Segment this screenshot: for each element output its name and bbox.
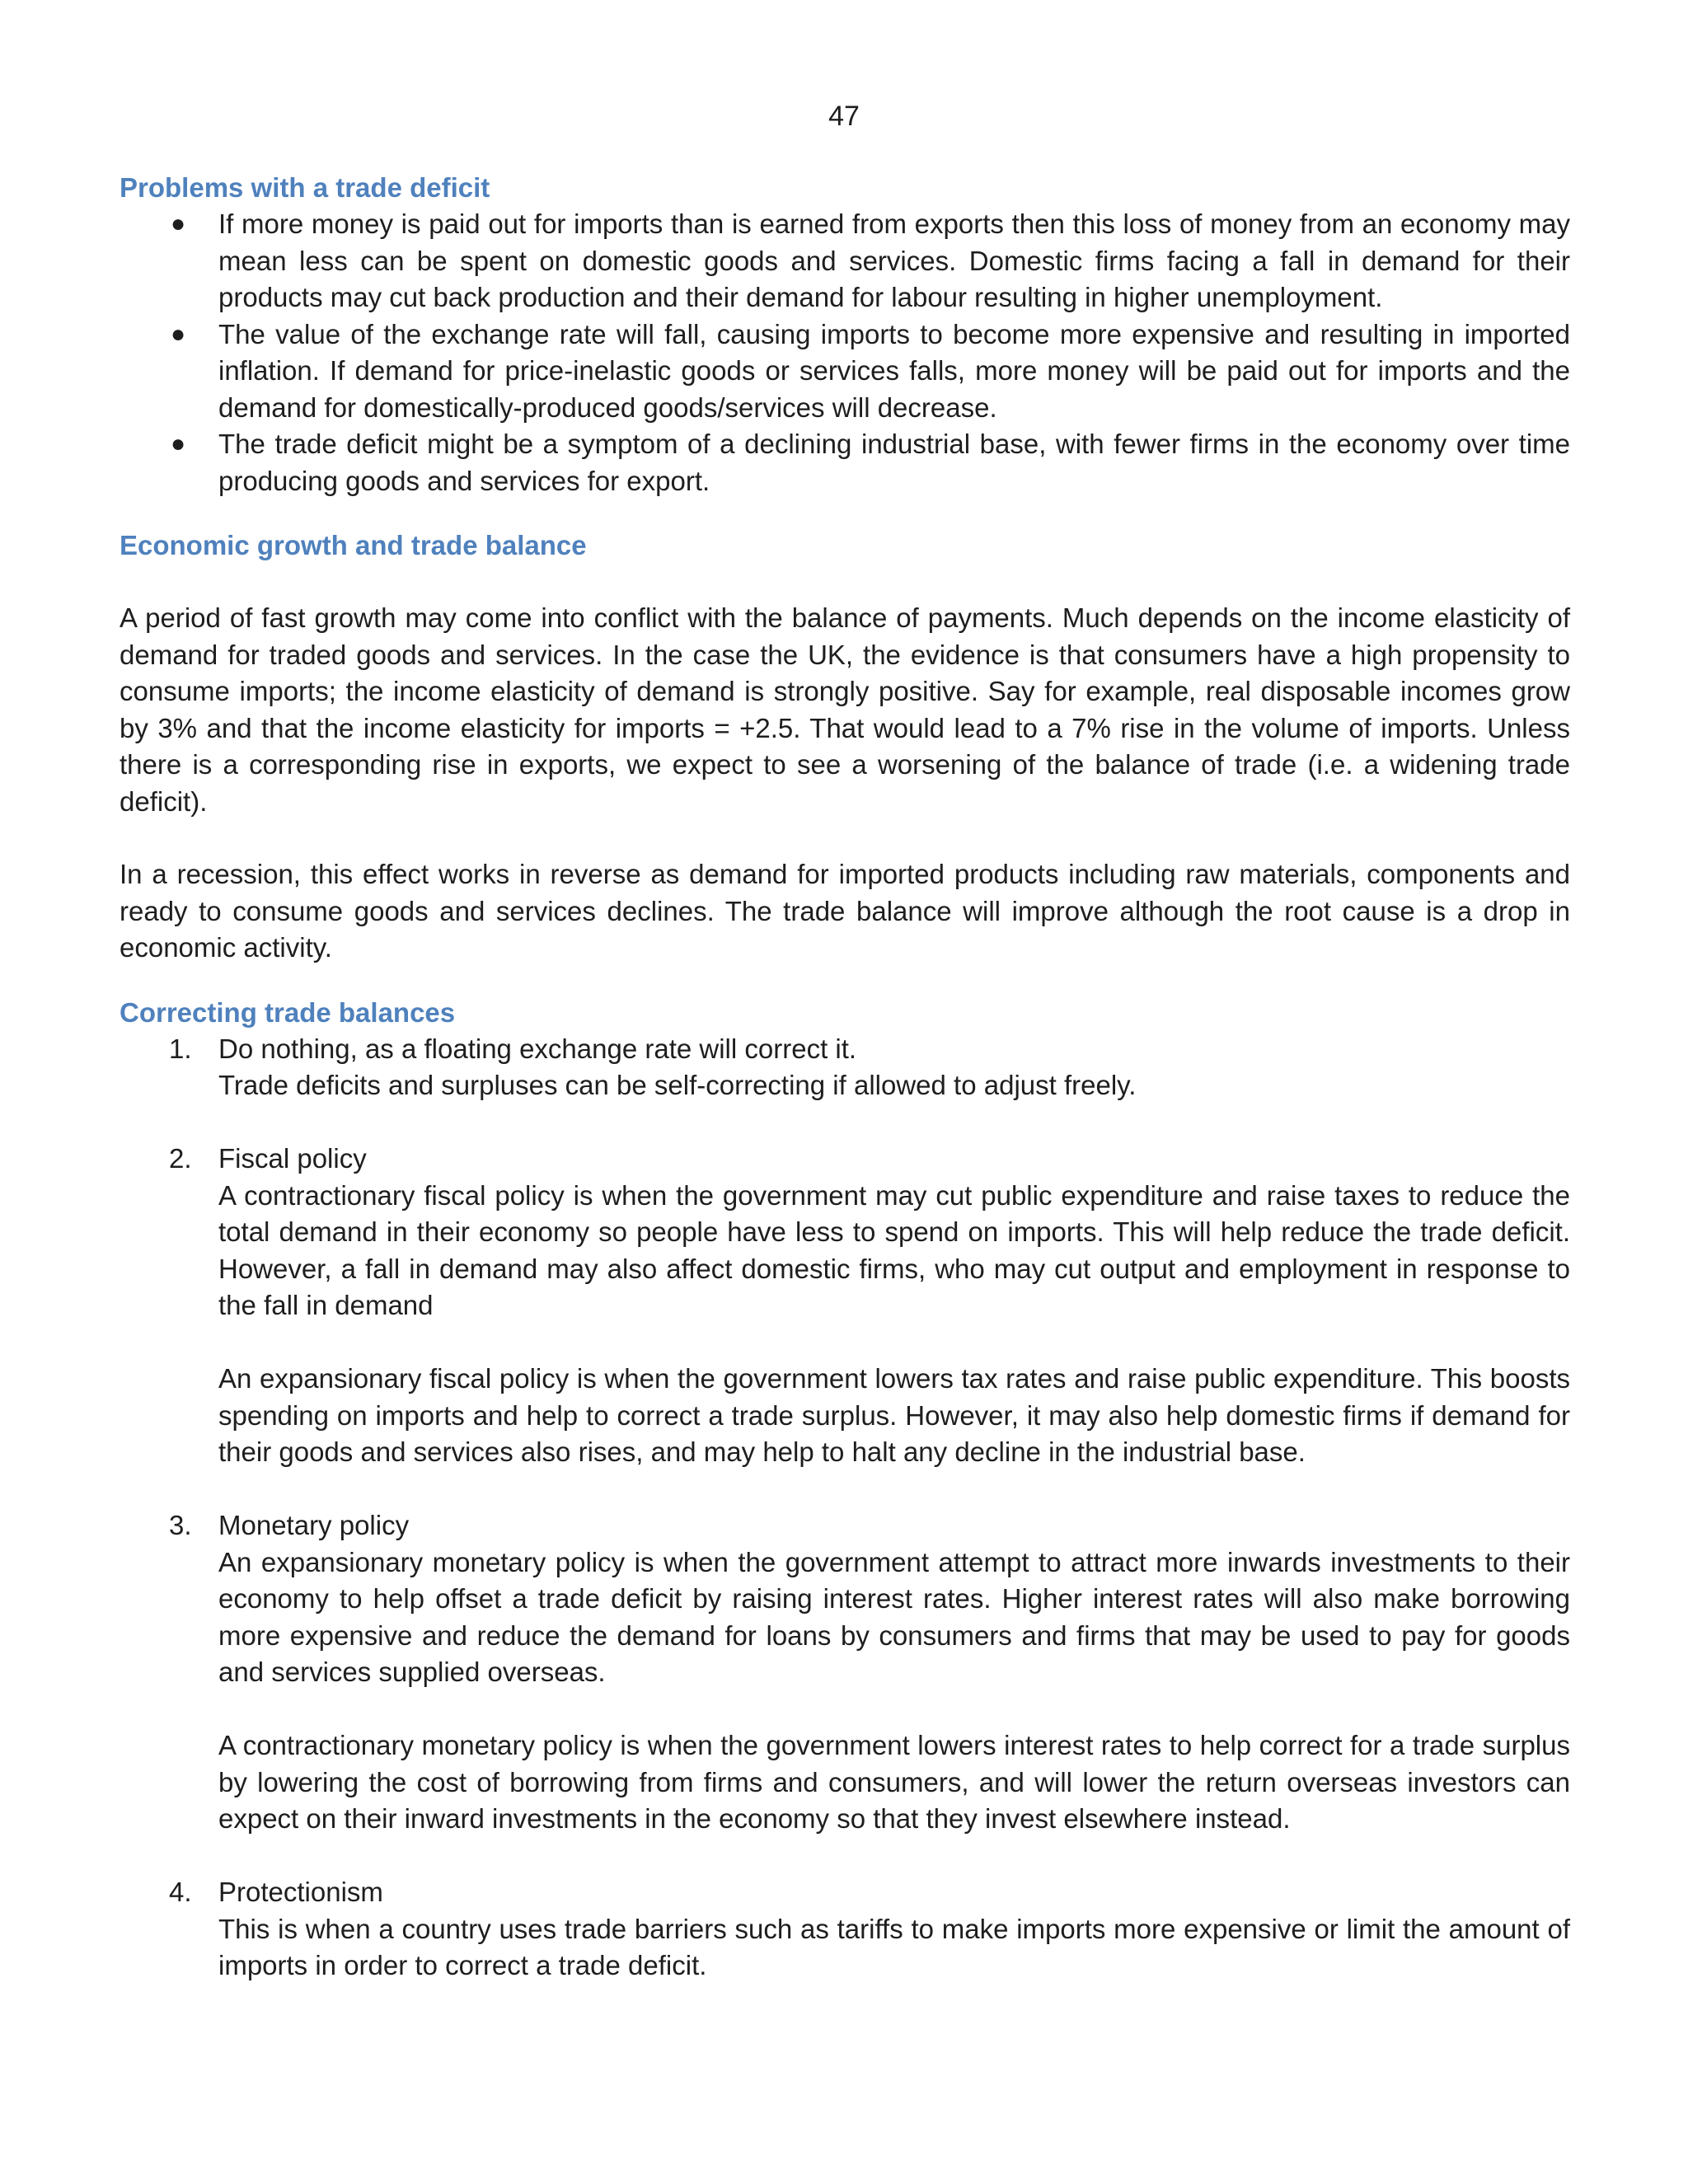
item-title: Do nothing, as a floating exchange rate will correct it. (218, 1033, 857, 1064)
list-item (120, 316, 1570, 427)
item-title: Protectionism (218, 1877, 383, 1907)
item-title: Fiscal policy (218, 1143, 367, 1174)
growth-paragraph: A period of fast growth may come into conflict with the balance of payments. Much depends on the income elasticity of demand for traded goods and services. In the case the UK, the evidence is that consumers have a high propensity to consume imports; the income elasticity of demand is strongly positive. Say for example, real disposable incomes grow by 3% and that the income elasticity for imports = +2.5. That would lead to a 7% rise in the volume of imports. Unless there is a corresponding rise in exports, we expect to see a worsening of the balance of trade (i.e. a widening trade deficit). (120, 602, 1570, 817)
list-item (120, 1141, 1570, 1471)
heading-trade-deficit-problems: Problems with a trade deficit (120, 172, 490, 203)
item-title: Monetary policy (218, 1510, 410, 1540)
item-number: 4. (169, 1877, 192, 1907)
correction-methods-list (120, 1031, 1570, 1985)
bullet-text: The value of the exchange rate will fall, causing imports to become more expensive and resulting in imported inflation. If demand for price-inelastic goods or services falls, more money will be paid out for imports and the demand for domestically-produced goods/services will decrease. (218, 318, 1570, 423)
bullet-icon: ● (171, 320, 186, 348)
bullet-text: If more money is paid out for imports than is earned from exports then this loss of money from an economy may mean less can be spent on domestic goods and services. Domestic firms facing a fall in demand for their products may cut back production and their demand for labour resulting in higher unemployment. (218, 209, 1570, 312)
item-number: 2. (169, 1143, 192, 1174)
item-paragraph: An expansionary fiscal policy is when the government lowers tax rates and raise public expenditure. This boosts spending on imports and help to correct a trade surplus. However, it may also help domestic firms if demand for their goods and services also rises, and may help to halt any decline in the industrial base. (218, 1363, 1570, 1467)
item-paragraph: A contractionary monetary policy is when the government lowers interest rates to help correct for a trade surplus by lowering the cost of borrowing from firms and consumers, and will lower the return overseas investors can expect on their inward investments in the economy so that they invest elsewhere instead. (218, 1730, 1570, 1834)
list-item (120, 1507, 1570, 1838)
page-number: 47 (828, 101, 860, 132)
heading-correcting-trade-balances: Correcting trade balances (120, 996, 456, 1028)
list-item (120, 426, 1570, 499)
trade-deficit-problems-list (120, 206, 1570, 499)
list-item (120, 206, 1570, 316)
item-paragraph: This is when a country uses trade barriers such as tariffs to make imports more expensive or limit the amount of imports in order to correct a trade deficit. (218, 1913, 1570, 1980)
item-number: 1. (169, 1033, 192, 1064)
heading-economic-growth: Economic growth and trade balance (120, 530, 587, 560)
item-paragraph: A contractionary fiscal policy is when the government may cut public expenditure and raise taxes to reduce the total demand in their economy so people have less to spend on imports. This will help reduce the trade deficit. However, a fall in demand may also affect domestic firms, who may cut output and employment in response to the fall in demand (218, 1179, 1570, 1320)
bullet-icon: ● (171, 430, 186, 457)
item-paragraph: An expansionary monetary policy is when the government attempt to attract more inwards investments to their economy to help offset a trade deficit by raising interest rates. Higher interest rates will also make borrowing more expensive and reduce the demand for loans by consumers and firms that may be used to pay for goods and services supplied overseas. (218, 1546, 1570, 1687)
bullet-text: The trade deficit might be a symptom of a declining industrial base, with fewer firms in the economy over time producing goods and services for export. (218, 429, 1570, 496)
recession-paragraph: In a recession, this effect works in reverse as demand for imported products including raw materials, components and ready to consume goods and services declines. The trade balance will improve although the root cause is a drop in economic activity. (120, 859, 1570, 963)
document-body (120, 170, 1570, 1985)
list-item (120, 1874, 1570, 1985)
item-number: 3. (169, 1510, 192, 1540)
list-item (120, 1031, 1570, 1104)
item-paragraph: Trade deficits and surpluses can be self-correcting if allowed to adjust freely. (218, 1070, 1137, 1100)
bullet-icon: ● (171, 210, 186, 237)
